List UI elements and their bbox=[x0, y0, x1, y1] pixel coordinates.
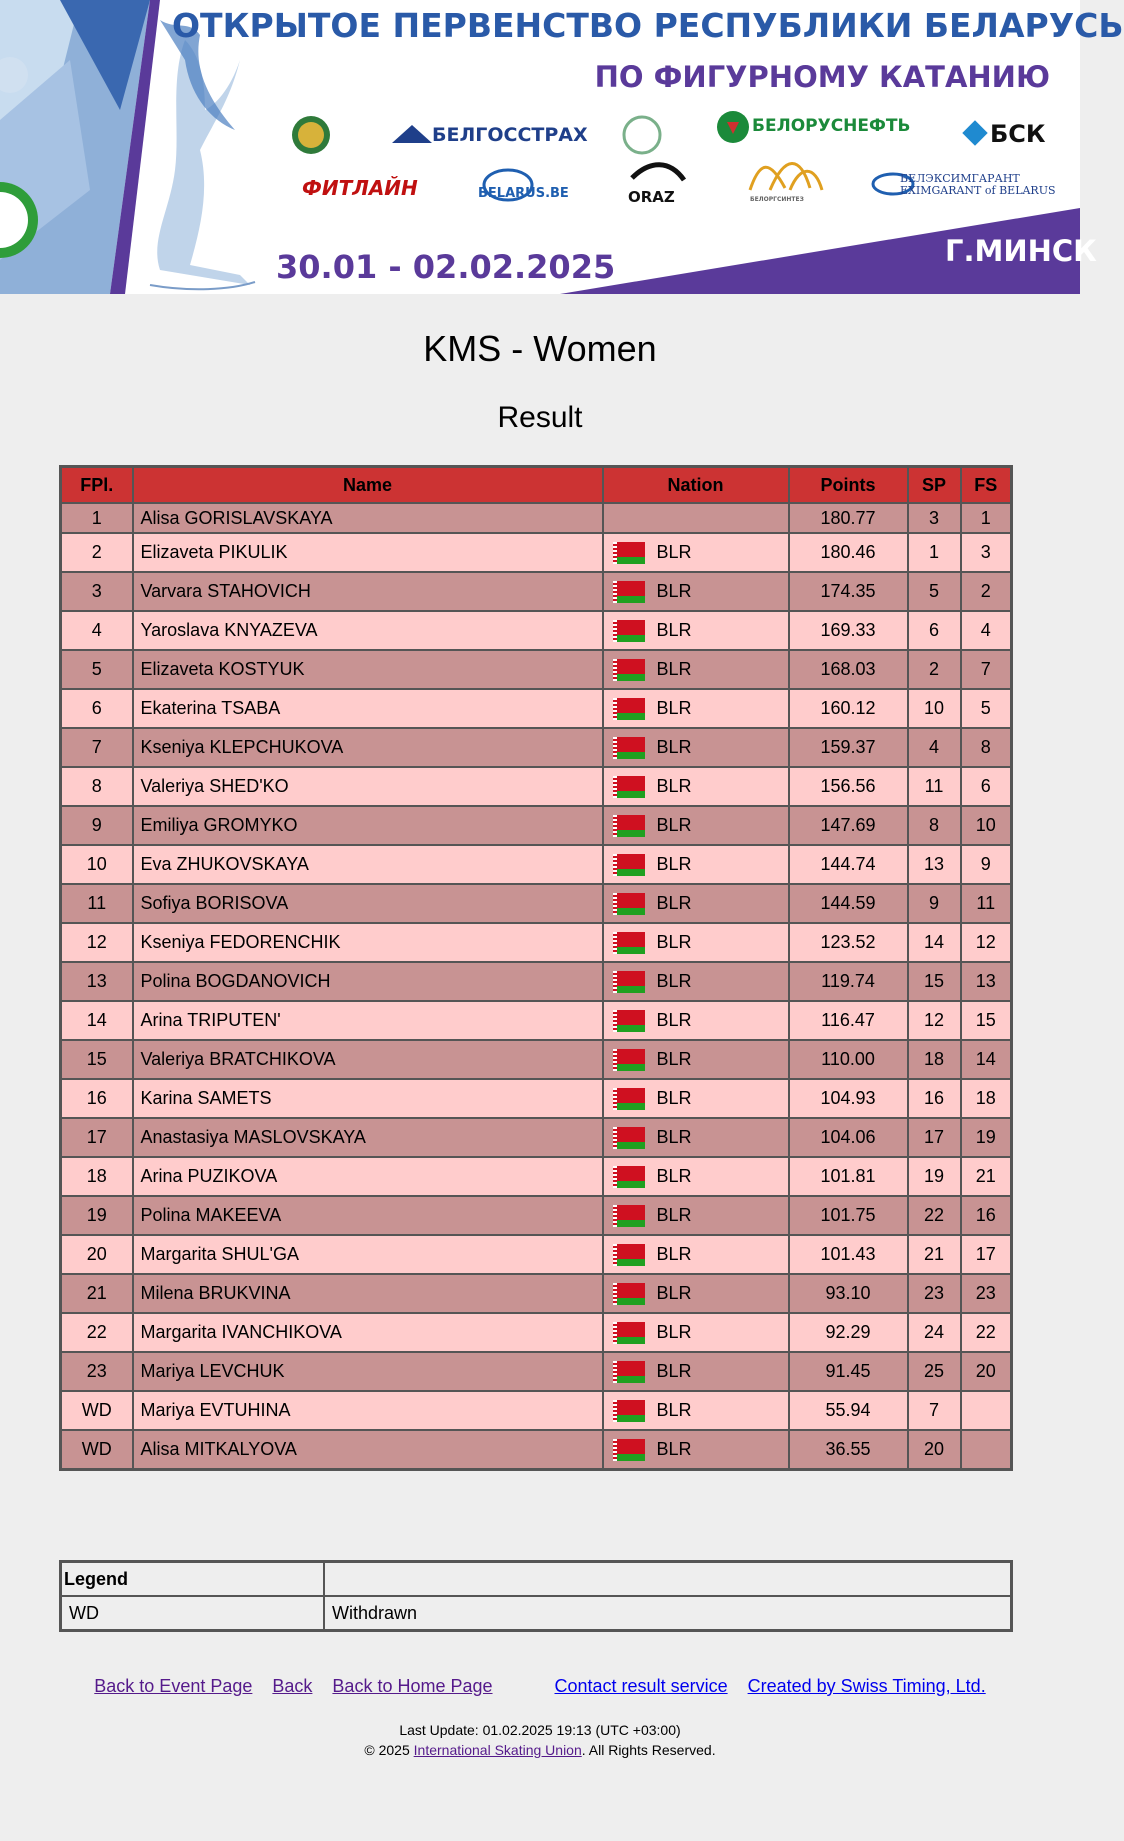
cell-fs: 12 bbox=[961, 923, 1012, 962]
nation-code: BLR bbox=[656, 1127, 692, 1148]
cell-fpl: 17 bbox=[61, 1118, 133, 1157]
cell-fs: 15 bbox=[961, 1001, 1012, 1040]
belarus-flag-icon bbox=[613, 971, 645, 993]
nation-code: BLR bbox=[656, 1400, 692, 1421]
cell-name: Mariya LEVCHUK bbox=[133, 1352, 603, 1391]
belarus-flag-icon bbox=[613, 893, 645, 915]
nation-code: BLR bbox=[656, 1244, 692, 1265]
cell-nation bbox=[603, 1274, 789, 1313]
cell-nation bbox=[603, 962, 789, 1001]
contact-link[interactable]: Contact result service bbox=[554, 1676, 728, 1696]
cell-points: 55.94 bbox=[789, 1391, 908, 1430]
table-row bbox=[61, 1157, 1012, 1196]
cell-points: 101.81 bbox=[789, 1157, 908, 1196]
table-row bbox=[61, 1040, 1012, 1079]
col-header-fpl: FPl. bbox=[61, 467, 133, 504]
cell-points: 119.74 bbox=[789, 962, 908, 1001]
cell-fs bbox=[961, 1391, 1012, 1430]
copyright bbox=[0, 1740, 1080, 1760]
belarus-flag-icon bbox=[613, 776, 645, 798]
cell-name: Arina PUZIKOVA bbox=[133, 1157, 603, 1196]
cell-nation bbox=[603, 1430, 789, 1470]
cell-sp: 6 bbox=[908, 611, 961, 650]
legend-header-row bbox=[61, 1562, 1012, 1597]
cell-nation bbox=[603, 1001, 789, 1040]
cell-nation bbox=[603, 611, 789, 650]
cell-nation bbox=[603, 1313, 789, 1352]
cell-points: 92.29 bbox=[789, 1313, 908, 1352]
cell-name: Karina SAMETS bbox=[133, 1079, 603, 1118]
created-by-link[interactable]: Created by Swiss Timing, Ltd. bbox=[747, 1676, 986, 1696]
last-update: Last Update: 01.02.2025 19:13 (UTC +03:00) bbox=[399, 1722, 681, 1738]
table-row bbox=[61, 923, 1012, 962]
cell-fpl: 7 bbox=[61, 728, 133, 767]
cell-fpl: 4 bbox=[61, 611, 133, 650]
banner-title: ОТКРЫТОЕ ПЕРВЕНСТВО РЕСПУБЛИКИ БЕЛАРУСЬ bbox=[172, 6, 1124, 45]
cell-fs: 17 bbox=[961, 1235, 1012, 1274]
nation-code: BLR bbox=[656, 542, 692, 563]
nation-code: BLR bbox=[656, 1439, 692, 1460]
cell-name: Margarita SHUL'GA bbox=[133, 1235, 603, 1274]
cell-points: 174.35 bbox=[789, 572, 908, 611]
table-row bbox=[61, 1079, 1012, 1118]
belarus-flag-icon bbox=[613, 1205, 645, 1227]
col-header-points: Points bbox=[789, 467, 908, 504]
banner-subtitle: ПО ФИГУРНОМУ КАТАНИЮ bbox=[594, 60, 1050, 94]
cell-fpl: 2 bbox=[61, 533, 133, 572]
nation-code: BLR bbox=[656, 1322, 692, 1343]
nation-code: BLR bbox=[656, 659, 692, 680]
nation-code: BLR bbox=[656, 737, 692, 758]
cell-sp: 13 bbox=[908, 845, 961, 884]
cell-fs: 23 bbox=[961, 1274, 1012, 1313]
belarus-flag-icon bbox=[613, 1322, 645, 1344]
cell-name: Yaroslava KNYAZEVA bbox=[133, 611, 603, 650]
table-row bbox=[61, 1118, 1012, 1157]
footer-links bbox=[0, 1676, 1080, 1697]
table-row bbox=[61, 728, 1012, 767]
belarus-flag-icon bbox=[613, 1439, 645, 1461]
event-banner bbox=[0, 0, 1124, 294]
legend-header-empty bbox=[324, 1562, 1012, 1597]
nation-code: BLR bbox=[656, 776, 692, 797]
nation-code: BLR bbox=[656, 620, 692, 641]
cell-points: 147.69 bbox=[789, 806, 908, 845]
cell-sp: 12 bbox=[908, 1001, 961, 1040]
banner-dates: 30.01 - 02.02.2025 bbox=[276, 248, 616, 286]
cell-name: Margarita IVANCHIKOVA bbox=[133, 1313, 603, 1352]
cell-fpl: 13 bbox=[61, 962, 133, 1001]
legend-value: Withdrawn bbox=[324, 1596, 1012, 1631]
cell-name: Sofiya BORISOVA bbox=[133, 884, 603, 923]
nation-code: BLR bbox=[656, 1049, 692, 1070]
belarus-flag-icon bbox=[613, 581, 645, 603]
belarus-flag-icon bbox=[613, 1400, 645, 1422]
cell-name: Polina BOGDANOVICH bbox=[133, 962, 603, 1001]
cell-sp: 1 bbox=[908, 533, 961, 572]
cell-name: Eva ZHUKOVSKAYA bbox=[133, 845, 603, 884]
cell-fpl: 21 bbox=[61, 1274, 133, 1313]
cell-points: 93.10 bbox=[789, 1274, 908, 1313]
belarus-flag-icon bbox=[613, 620, 645, 642]
cell-sp: 5 bbox=[908, 572, 961, 611]
cell-name: Emiliya GROMYKO bbox=[133, 806, 603, 845]
cell-sp: 22 bbox=[908, 1196, 961, 1235]
footer-info bbox=[0, 1720, 1080, 1760]
col-header-sp: SP bbox=[908, 467, 961, 504]
nation-code: BLR bbox=[656, 1361, 692, 1382]
cell-fs: 1 bbox=[961, 503, 1012, 533]
cell-points: 169.33 bbox=[789, 611, 908, 650]
cell-sp: 24 bbox=[908, 1313, 961, 1352]
table-row bbox=[61, 1313, 1012, 1352]
cell-fpl: 14 bbox=[61, 1001, 133, 1040]
belarus-flag-icon bbox=[613, 1283, 645, 1305]
belarus-flag-icon bbox=[613, 1166, 645, 1188]
sponsor-fitline: ФИТЛАЙН bbox=[302, 176, 418, 200]
sponsor-belgosstrakh: БЕЛГОССТРАХ bbox=[432, 124, 588, 146]
cell-nation bbox=[603, 650, 789, 689]
cell-points: 101.75 bbox=[789, 1196, 908, 1235]
cell-fs: 4 bbox=[961, 611, 1012, 650]
cell-fs: 21 bbox=[961, 1157, 1012, 1196]
sponsor-oraz: ORAZ bbox=[628, 188, 675, 206]
cell-name: Elizaveta KOSTYUK bbox=[133, 650, 603, 689]
table-row bbox=[61, 1430, 1012, 1470]
nation-code: BLR bbox=[656, 1205, 692, 1226]
cell-sp: 18 bbox=[908, 1040, 961, 1079]
event-title: KMS - Women bbox=[423, 328, 657, 369]
sponsor-belexim-line2: EXIMGARANT of BELARUS bbox=[900, 184, 1056, 197]
cell-fs: 10 bbox=[961, 806, 1012, 845]
col-header-name: Name bbox=[133, 467, 603, 504]
cell-fpl: 12 bbox=[61, 923, 133, 962]
nation-code: BLR bbox=[656, 932, 692, 953]
table-row bbox=[61, 1235, 1012, 1274]
table-row bbox=[61, 1352, 1012, 1391]
table-row bbox=[61, 884, 1012, 923]
back-link[interactable]: Back bbox=[272, 1676, 313, 1696]
col-header-fs: FS bbox=[961, 467, 1012, 504]
table-row bbox=[61, 533, 1012, 572]
cell-fs: 18 bbox=[961, 1079, 1012, 1118]
cell-sp: 19 bbox=[908, 1157, 961, 1196]
cell-points: 144.59 bbox=[789, 884, 908, 923]
cell-nation bbox=[603, 503, 789, 533]
cell-fs: 7 bbox=[961, 650, 1012, 689]
table-row bbox=[61, 650, 1012, 689]
cell-sp: 23 bbox=[908, 1274, 961, 1313]
belarus-flag-icon bbox=[613, 854, 645, 876]
belarus-flag-icon bbox=[613, 698, 645, 720]
cell-fpl: WD bbox=[61, 1430, 133, 1470]
cell-name: Varvara STAHOVICH bbox=[133, 572, 603, 611]
cell-points: 123.52 bbox=[789, 923, 908, 962]
cell-sp: 25 bbox=[908, 1352, 961, 1391]
cell-sp: 10 bbox=[908, 689, 961, 728]
banner-city: Г.МИНСК bbox=[945, 234, 1097, 268]
cell-sp: 11 bbox=[908, 767, 961, 806]
cell-points: 168.03 bbox=[789, 650, 908, 689]
sponsor-belexim bbox=[900, 173, 1056, 197]
cell-points: 144.74 bbox=[789, 845, 908, 884]
cell-fpl: 10 bbox=[61, 845, 133, 884]
cell-fs: 11 bbox=[961, 884, 1012, 923]
belarus-flag-icon bbox=[613, 932, 645, 954]
table-row bbox=[61, 503, 1012, 533]
cell-fs: 6 bbox=[961, 767, 1012, 806]
cell-points: 104.93 bbox=[789, 1079, 908, 1118]
table-row bbox=[61, 1391, 1012, 1430]
cell-sp: 21 bbox=[908, 1235, 961, 1274]
table-row bbox=[61, 767, 1012, 806]
cell-points: 104.06 bbox=[789, 1118, 908, 1157]
cell-sp: 14 bbox=[908, 923, 961, 962]
cell-points: 156.56 bbox=[789, 767, 908, 806]
cell-sp: 3 bbox=[908, 503, 961, 533]
cell-points: 110.00 bbox=[789, 1040, 908, 1079]
belarus-flag-icon bbox=[613, 659, 645, 681]
cell-fpl: 19 bbox=[61, 1196, 133, 1235]
legend-table bbox=[59, 1560, 1013, 1632]
cell-fs: 13 bbox=[961, 962, 1012, 1001]
cell-fpl: 11 bbox=[61, 884, 133, 923]
table-row bbox=[61, 845, 1012, 884]
cell-points: 180.46 bbox=[789, 533, 908, 572]
cell-nation bbox=[603, 845, 789, 884]
table-row bbox=[61, 1274, 1012, 1313]
sponsor-belexim-line1: БЕЛЭКСИМГАРАНТ bbox=[900, 172, 1020, 185]
cell-nation bbox=[603, 1118, 789, 1157]
cell-nation bbox=[603, 806, 789, 845]
cell-fs: 20 bbox=[961, 1352, 1012, 1391]
cell-sp: 8 bbox=[908, 806, 961, 845]
results-body bbox=[61, 503, 1012, 1470]
nation-code: BLR bbox=[656, 854, 692, 875]
cell-fpl: 8 bbox=[61, 767, 133, 806]
cell-fs: 5 bbox=[961, 689, 1012, 728]
legend-row bbox=[61, 1596, 1012, 1631]
cell-name: Kseniya KLEPCHUKOVA bbox=[133, 728, 603, 767]
legend-key: WD bbox=[61, 1596, 325, 1631]
nation-code: BLR bbox=[656, 581, 692, 602]
table-row bbox=[61, 611, 1012, 650]
cell-fpl: 18 bbox=[61, 1157, 133, 1196]
cell-sp: 9 bbox=[908, 884, 961, 923]
table-row bbox=[61, 1196, 1012, 1235]
back-to-event-link[interactable]: Back to Event Page bbox=[94, 1676, 253, 1696]
sponsor-bsk: БСК bbox=[990, 120, 1046, 148]
cell-name: Milena BRUKVINA bbox=[133, 1274, 603, 1313]
belarus-flag-icon bbox=[613, 1244, 645, 1266]
cell-nation bbox=[603, 728, 789, 767]
cell-name: Elizaveta PIKULIK bbox=[133, 533, 603, 572]
belarus-flag-icon bbox=[613, 1088, 645, 1110]
col-header-nation: Nation bbox=[603, 467, 789, 504]
cell-sp: 2 bbox=[908, 650, 961, 689]
nation-code: BLR bbox=[656, 893, 692, 914]
belarus-flag-icon bbox=[613, 1127, 645, 1149]
cell-sp: 17 bbox=[908, 1118, 961, 1157]
cell-fpl: 6 bbox=[61, 689, 133, 728]
isu-link[interactable]: International Skating Union bbox=[413, 1742, 582, 1758]
results-table bbox=[59, 465, 1013, 1471]
cell-nation bbox=[603, 1157, 789, 1196]
cell-fpl: 3 bbox=[61, 572, 133, 611]
cell-sp: 16 bbox=[908, 1079, 961, 1118]
cell-fpl: 22 bbox=[61, 1313, 133, 1352]
cell-nation bbox=[603, 884, 789, 923]
cell-fs bbox=[961, 1430, 1012, 1470]
sponsor-belorusneft: БЕЛОРУСНЕФТЬ bbox=[752, 116, 911, 136]
nation-code: BLR bbox=[656, 1166, 692, 1187]
nation-code: BLR bbox=[656, 815, 692, 836]
belarus-flag-icon bbox=[613, 737, 645, 759]
legend-header: Legend bbox=[61, 1562, 325, 1597]
cell-name: Mariya EVTUHINA bbox=[133, 1391, 603, 1430]
cell-fpl: 1 bbox=[61, 503, 133, 533]
cell-nation bbox=[603, 689, 789, 728]
cell-fpl: 9 bbox=[61, 806, 133, 845]
sponsor-belorgsintez: БЕЛОРГСИНТЕЗ bbox=[750, 196, 804, 203]
cell-nation bbox=[603, 1352, 789, 1391]
belarus-flag-icon bbox=[613, 1361, 645, 1383]
cell-sp: 7 bbox=[908, 1391, 961, 1430]
cell-name: Alisa GORISLAVSKAYA bbox=[133, 503, 603, 533]
belarus-flag-icon bbox=[613, 1010, 645, 1032]
cell-fs: 2 bbox=[961, 572, 1012, 611]
cell-points: 36.55 bbox=[789, 1430, 908, 1470]
cell-sp: 15 bbox=[908, 962, 961, 1001]
cell-points: 91.45 bbox=[789, 1352, 908, 1391]
cell-points: 160.12 bbox=[789, 689, 908, 728]
nation-code: BLR bbox=[656, 698, 692, 719]
cell-nation bbox=[603, 1040, 789, 1079]
cell-fs: 16 bbox=[961, 1196, 1012, 1235]
nation-code: BLR bbox=[656, 1088, 692, 1109]
table-row bbox=[61, 806, 1012, 845]
nation-code: BLR bbox=[656, 1010, 692, 1031]
cell-fs: 22 bbox=[961, 1313, 1012, 1352]
cell-fpl: 15 bbox=[61, 1040, 133, 1079]
cell-fpl: 16 bbox=[61, 1079, 133, 1118]
cell-points: 116.47 bbox=[789, 1001, 908, 1040]
results-header-row bbox=[61, 467, 1012, 504]
cell-nation bbox=[603, 1196, 789, 1235]
cell-points: 101.43 bbox=[789, 1235, 908, 1274]
cell-name: Ekaterina TSABA bbox=[133, 689, 603, 728]
cell-name: Anastasiya MASLOVSKAYA bbox=[133, 1118, 603, 1157]
nation-code: BLR bbox=[656, 971, 692, 992]
table-row bbox=[61, 962, 1012, 1001]
cell-name: Valeriya BRATCHIKOVA bbox=[133, 1040, 603, 1079]
cell-fs: 9 bbox=[961, 845, 1012, 884]
belarus-flag-icon bbox=[613, 815, 645, 837]
cell-fpl: 20 bbox=[61, 1235, 133, 1274]
cell-fpl: 5 bbox=[61, 650, 133, 689]
cell-name: Kseniya FEDORENCHIK bbox=[133, 923, 603, 962]
back-to-home-link[interactable]: Back to Home Page bbox=[332, 1676, 493, 1696]
cell-nation bbox=[603, 572, 789, 611]
cell-nation bbox=[603, 923, 789, 962]
cell-fs: 8 bbox=[961, 728, 1012, 767]
cell-nation bbox=[603, 1079, 789, 1118]
cell-nation bbox=[603, 1391, 789, 1430]
cell-name: Alisa MITKALYOVA bbox=[133, 1430, 603, 1470]
cell-fs: 19 bbox=[961, 1118, 1012, 1157]
cell-sp: 20 bbox=[908, 1430, 961, 1470]
cell-name: Valeriya SHED'KO bbox=[133, 767, 603, 806]
cell-points: 180.77 bbox=[789, 503, 908, 533]
cell-fs: 3 bbox=[961, 533, 1012, 572]
cell-fpl: 23 bbox=[61, 1352, 133, 1391]
cell-nation bbox=[603, 1235, 789, 1274]
cell-fs: 14 bbox=[961, 1040, 1012, 1079]
cell-sp: 4 bbox=[908, 728, 961, 767]
cell-name: Polina MAKEEVA bbox=[133, 1196, 603, 1235]
cell-nation bbox=[603, 533, 789, 572]
sponsor-belarus-be: BELARUS.BE bbox=[478, 186, 569, 201]
table-row bbox=[61, 572, 1012, 611]
copyright-suffix: . All Rights Reserved. bbox=[581, 1742, 716, 1758]
nation-code: BLR bbox=[656, 1283, 692, 1304]
belarus-flag-icon bbox=[613, 542, 645, 564]
table-row bbox=[61, 689, 1012, 728]
copyright-prefix: © 2025 bbox=[364, 1742, 414, 1758]
cell-fpl: WD bbox=[61, 1391, 133, 1430]
table-row bbox=[61, 1001, 1012, 1040]
cell-points: 159.37 bbox=[789, 728, 908, 767]
cell-nation bbox=[603, 767, 789, 806]
belarus-flag-icon bbox=[613, 1049, 645, 1071]
section-title: Result bbox=[497, 401, 583, 434]
cell-name: Arina TRIPUTEN' bbox=[133, 1001, 603, 1040]
